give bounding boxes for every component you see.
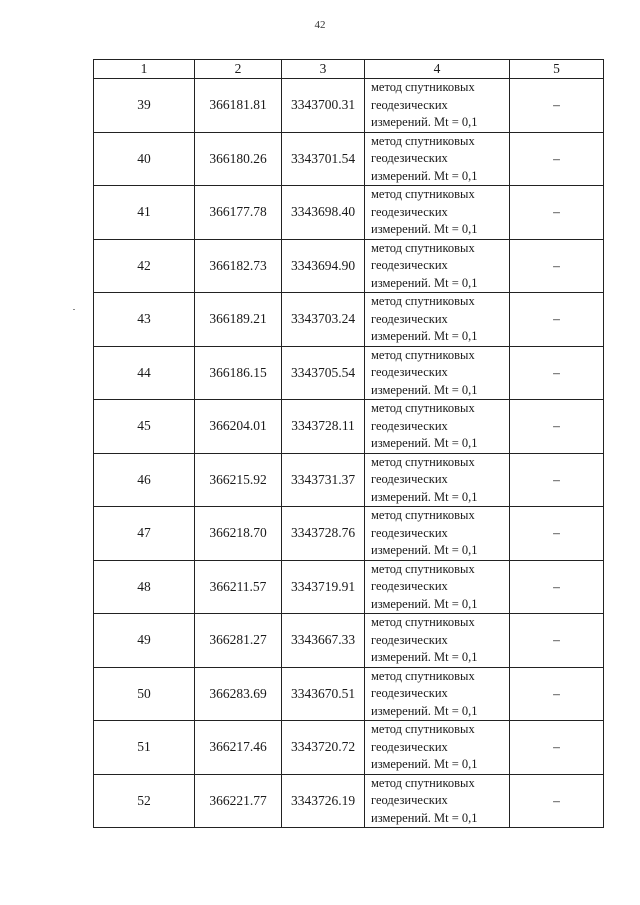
scan-mark	[73, 309, 75, 310]
method-line: метод спутниковых	[371, 722, 475, 736]
point-number-cell: 48	[94, 560, 195, 614]
table-row	[94, 507, 604, 561]
method-line: метод спутниковых	[371, 80, 475, 94]
method-line: измерений. Mt = 0,1	[371, 222, 478, 236]
x-coordinate-cell: 366217.46	[195, 721, 282, 775]
column-header-5: 5	[510, 60, 604, 79]
x-coordinate-cell: 366177.78	[195, 186, 282, 240]
table-row	[94, 400, 604, 454]
note-cell: –	[510, 132, 604, 186]
method-cell	[365, 293, 510, 347]
method-line: геодезических	[371, 793, 448, 807]
table-row	[94, 560, 604, 614]
table-row	[94, 774, 604, 828]
method-line: измерений. Mt = 0,1	[371, 382, 478, 397]
method-cell	[365, 239, 510, 293]
y-coordinate-cell: 3343705.54	[282, 346, 365, 400]
method-line: геодезических	[371, 472, 448, 486]
y-coordinate-cell: 3343719.91	[282, 560, 365, 614]
method-line: метод спутниковых	[371, 508, 475, 522]
column-header-4: 4	[365, 60, 510, 79]
method-line: геодезических	[371, 365, 448, 379]
method-line: метод спутниковых	[371, 133, 475, 148]
method-line: геодезических	[371, 204, 448, 219]
table-row	[94, 186, 604, 240]
method-cell	[365, 132, 510, 186]
table-header-row	[94, 60, 604, 79]
y-coordinate-cell: 3343728.76	[282, 507, 365, 561]
x-coordinate-cell: 366186.15	[195, 346, 282, 400]
method-cell	[365, 560, 510, 614]
x-coordinate-cell: 366181.81	[195, 79, 282, 133]
method-line: измерений. Mt = 0,1	[371, 168, 478, 183]
point-number-cell: 52	[94, 774, 195, 828]
method-line: измерений. Mt = 0,1	[371, 115, 478, 129]
y-coordinate-cell: 3343728.11	[282, 400, 365, 454]
method-line: геодезических	[371, 97, 448, 112]
note-cell: –	[510, 239, 604, 293]
column-header-2: 2	[195, 60, 282, 79]
method-cell	[365, 453, 510, 507]
note-cell: –	[510, 400, 604, 454]
method-cell	[365, 667, 510, 721]
method-line: метод спутниковых	[371, 294, 475, 308]
method-line: измерений. Mt = 0,1	[371, 757, 478, 771]
table-row	[94, 721, 604, 775]
note-cell: –	[510, 774, 604, 828]
point-number-cell: 39	[94, 79, 195, 133]
method-line: геодезических	[371, 258, 448, 272]
method-cell	[365, 614, 510, 668]
point-number-cell: 40	[94, 132, 195, 186]
method-cell	[365, 507, 510, 561]
note-cell: –	[510, 346, 604, 400]
note-cell: –	[510, 614, 604, 668]
column-header-3: 3	[282, 60, 365, 79]
point-number-cell: 41	[94, 186, 195, 240]
table-row	[94, 614, 604, 668]
y-coordinate-cell: 3343720.72	[282, 721, 365, 775]
x-coordinate-cell: 366215.92	[195, 453, 282, 507]
method-cell	[365, 346, 510, 400]
x-coordinate-cell: 366221.77	[195, 774, 282, 828]
table-row	[94, 346, 604, 400]
coordinates-table	[93, 59, 604, 828]
method-cell	[365, 721, 510, 775]
point-number-cell: 49	[94, 614, 195, 668]
method-line: метод спутниковых	[371, 240, 475, 255]
method-line: метод спутниковых	[371, 561, 475, 576]
method-line: измерений. Mt = 0,1	[371, 275, 478, 290]
method-line: метод спутниковых	[371, 668, 475, 683]
note-cell: –	[510, 453, 604, 507]
x-coordinate-cell: 366281.27	[195, 614, 282, 668]
y-coordinate-cell: 3343703.24	[282, 293, 365, 347]
method-line: измерений. Mt = 0,1	[371, 436, 478, 450]
method-line: метод спутниковых	[371, 401, 475, 415]
y-coordinate-cell: 3343698.40	[282, 186, 365, 240]
y-coordinate-cell: 3343667.33	[282, 614, 365, 668]
note-cell: –	[510, 560, 604, 614]
method-line: геодезических	[371, 579, 448, 593]
point-number-cell: 44	[94, 346, 195, 400]
note-cell: –	[510, 667, 604, 721]
method-line: измерений. Mt = 0,1	[371, 543, 478, 557]
point-number-cell: 45	[94, 400, 195, 454]
note-cell: –	[510, 79, 604, 133]
method-line: геодезических	[371, 686, 448, 700]
table-row	[94, 132, 604, 186]
method-line: метод спутниковых	[371, 454, 475, 469]
x-coordinate-cell: 366283.69	[195, 667, 282, 721]
point-number-cell: 46	[94, 453, 195, 507]
method-line: метод спутниковых	[371, 615, 475, 629]
point-number-cell: 42	[94, 239, 195, 293]
x-coordinate-cell: 366211.57	[195, 560, 282, 614]
method-line: измерений. Mt = 0,1	[371, 810, 478, 825]
point-number-cell: 47	[94, 507, 195, 561]
column-header-1: 1	[94, 60, 195, 79]
point-number-cell: 43	[94, 293, 195, 347]
y-coordinate-cell: 3343726.19	[282, 774, 365, 828]
method-cell	[365, 79, 510, 133]
x-coordinate-cell: 366204.01	[195, 400, 282, 454]
method-line: метод спутниковых	[371, 347, 475, 362]
table-row	[94, 239, 604, 293]
method-line: измерений. Mt = 0,1	[371, 650, 478, 664]
method-line: геодезических	[371, 418, 448, 433]
table-body	[94, 79, 604, 828]
method-line: измерений. Mt = 0,1	[371, 489, 478, 504]
page-number: 42	[314, 19, 326, 31]
note-cell: –	[510, 293, 604, 347]
x-coordinate-cell: 366182.73	[195, 239, 282, 293]
note-cell: –	[510, 186, 604, 240]
table-row	[94, 667, 604, 721]
method-line: измерений. Mt = 0,1	[371, 329, 478, 343]
y-coordinate-cell: 3343731.37	[282, 453, 365, 507]
method-line: геодезических	[371, 632, 448, 647]
table-row	[94, 293, 604, 347]
y-coordinate-cell: 3343700.31	[282, 79, 365, 133]
table-row	[94, 453, 604, 507]
y-coordinate-cell: 3343694.90	[282, 239, 365, 293]
method-line: геодезических	[371, 151, 448, 165]
method-cell	[365, 400, 510, 454]
method-line: геодезических	[371, 311, 448, 326]
x-coordinate-cell: 366189.21	[195, 293, 282, 347]
method-line: измерений. Mt = 0,1	[371, 703, 478, 718]
note-cell: –	[510, 721, 604, 775]
y-coordinate-cell: 3343701.54	[282, 132, 365, 186]
point-number-cell: 51	[94, 721, 195, 775]
method-line: измерений. Mt = 0,1	[371, 596, 478, 611]
x-coordinate-cell: 366180.26	[195, 132, 282, 186]
table-row	[94, 79, 604, 133]
method-cell	[365, 186, 510, 240]
x-coordinate-cell: 366218.70	[195, 507, 282, 561]
y-coordinate-cell: 3343670.51	[282, 667, 365, 721]
point-number-cell: 50	[94, 667, 195, 721]
method-line: геодезических	[371, 739, 448, 754]
method-line: геодезических	[371, 525, 448, 540]
note-cell: –	[510, 507, 604, 561]
method-line: метод спутниковых	[371, 187, 475, 201]
method-line: метод спутниковых	[371, 775, 475, 790]
method-cell	[365, 774, 510, 828]
